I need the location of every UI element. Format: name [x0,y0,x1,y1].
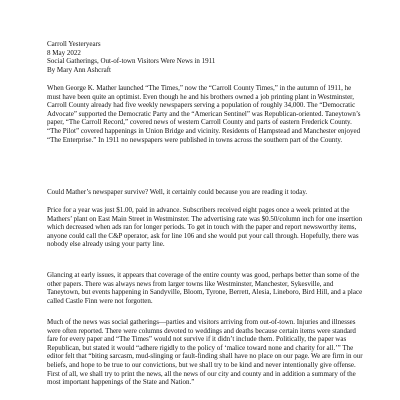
article-date: 8 May 2022 [47,48,81,57]
paragraph-text: Glancing at early issues, it appears that coverage of the entire county was good, perhaps better than some of the other papers. There was always news from larger towns like Westminster, Manchester, Sykesville, and Taneytown, but events happening in Sandyville, Bloom, Tyrone, Berrett, Alesia, Lineboro, Bird Hill, and a place called Castle Finn were not forgotten. [47,271,363,305]
paragraph-3 [47,206,363,249]
article-headline: Social Gatherings, Out-of-town Visitors Were News in 1911 [47,57,216,66]
column-name: Carroll Yesteryears [47,40,101,48]
paragraph-4 [47,271,363,305]
paragraph-text: Price for a year was just $1.00, paid in advance. Subscribers received eight pages once a week printed at the Mathers’ plant on East Main Street in Westminster. The advertising rate was $0.50/column inch for one insertion which decreased when ads ran for longer periods. To get in touch with the paper and report newsworthy items, anyone could call the C&P operator, ask for line 106 and she would put your call through. Hopefully, there was nobody else already using your party line. [47,206,363,249]
paragraph-text: Could Mather’s newspaper survive? Well, it certainly could because you are reading it today. [47,188,308,196]
paragraph-2 [47,188,363,197]
paragraph-text: When George K. Mather launched “The Times,” now the “Carroll County Times,” in the autumn of 1911, he must have been quite an optimist. Even though he and his brothers owned a job printing plant in Westminster, Carroll County already had five weekly newspapers serving a population of roughly 34,000. The “Democratic Advocate” supported the Democratic Party and the “American Sentinel” was Republican-oriented. Taneytown’s paper, “The Carroll Record,” covered news of western Carroll County and parts of eastern Frederick County. “The Pilot” covered happenings in Union Bridge and vicinity. Residents of Hampstead and Manchester enjoyed “The Enterprise.” In 1911 no newspapers were published in towns across the southern part of the County. [47,84,361,144]
article-header [47,40,377,74]
article-byline: By Mary Ann Ashcraft [47,65,111,74]
paragraph-text: Much of the news was social gatherings—parties and visitors arriving from out-of-town. Injuries and illnesses were often reported. There were columns devoted to weddings and deaths because certain items were standard fare for every paper and “The Times” would not survive if it didn’t include them. Politically, the paper was Republican, but stated it would “adhere rigidly to the policy of ‘malice toward none and charity for all.’” The editor felt that “biting sarcasm, mud-slinging or fault-finding shall have no place on our page. We are firm in our beliefs, and hope to be true to our convictions, but we shall try to be kind and never intentionally give offense. First of all, we shall try to print the news, all the news of our city and county and in addition a summary of the most important happenings of the State and Nation.” [47,318,363,387]
paragraph-1 [47,84,363,144]
paragraph-5 [47,318,363,387]
